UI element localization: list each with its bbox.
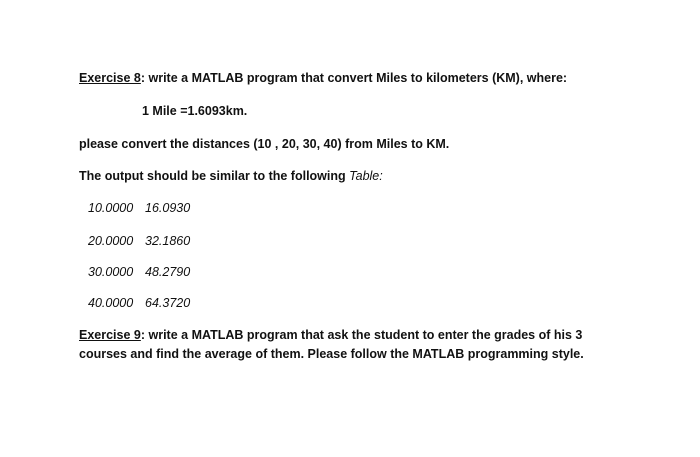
exercise-9-line-2: courses and find the average of them. Please follow the MATLAB programming style. bbox=[79, 347, 584, 361]
exercise-8-intro: : write a MATLAB program that convert Miles to kilometers (KM), where: bbox=[140, 71, 568, 85]
table-cell-km: 64.3720 bbox=[145, 296, 191, 310]
exercise-9-label: Exercise 9 bbox=[79, 328, 141, 342]
table-cell-miles: 30.0000 bbox=[88, 265, 134, 279]
table-cell-miles: 20.0000 bbox=[88, 234, 134, 248]
exercise-9-heading bbox=[79, 327, 582, 343]
table-row bbox=[88, 295, 190, 311]
output-description bbox=[79, 168, 383, 184]
output-description-text: The output should be similar to the following bbox=[79, 169, 350, 183]
exercise-8-label: Exercise 8 bbox=[79, 71, 141, 85]
table-cell-miles: 40.0000 bbox=[88, 296, 134, 310]
exercise-8-heading bbox=[79, 70, 567, 86]
exercise-9-line-1: : write a MATLAB program that ask the student to enter the grades of his 3 bbox=[140, 328, 583, 342]
table-cell-km: 48.2790 bbox=[145, 265, 191, 279]
conversion-formula: 1 Mile =1.6093km. bbox=[142, 104, 248, 118]
table-cell-km: 32.1860 bbox=[145, 234, 191, 248]
table-row bbox=[88, 200, 190, 216]
table-cell-miles: 10.0000 bbox=[88, 201, 134, 215]
conversion-instruction: please convert the distances (10 , 20, 30, 40) from Miles to KM. bbox=[79, 137, 450, 151]
table-cell-km: 16.0930 bbox=[145, 201, 191, 215]
table-row bbox=[88, 264, 190, 280]
table-row bbox=[88, 233, 190, 249]
output-table-word: Table: bbox=[349, 169, 383, 183]
